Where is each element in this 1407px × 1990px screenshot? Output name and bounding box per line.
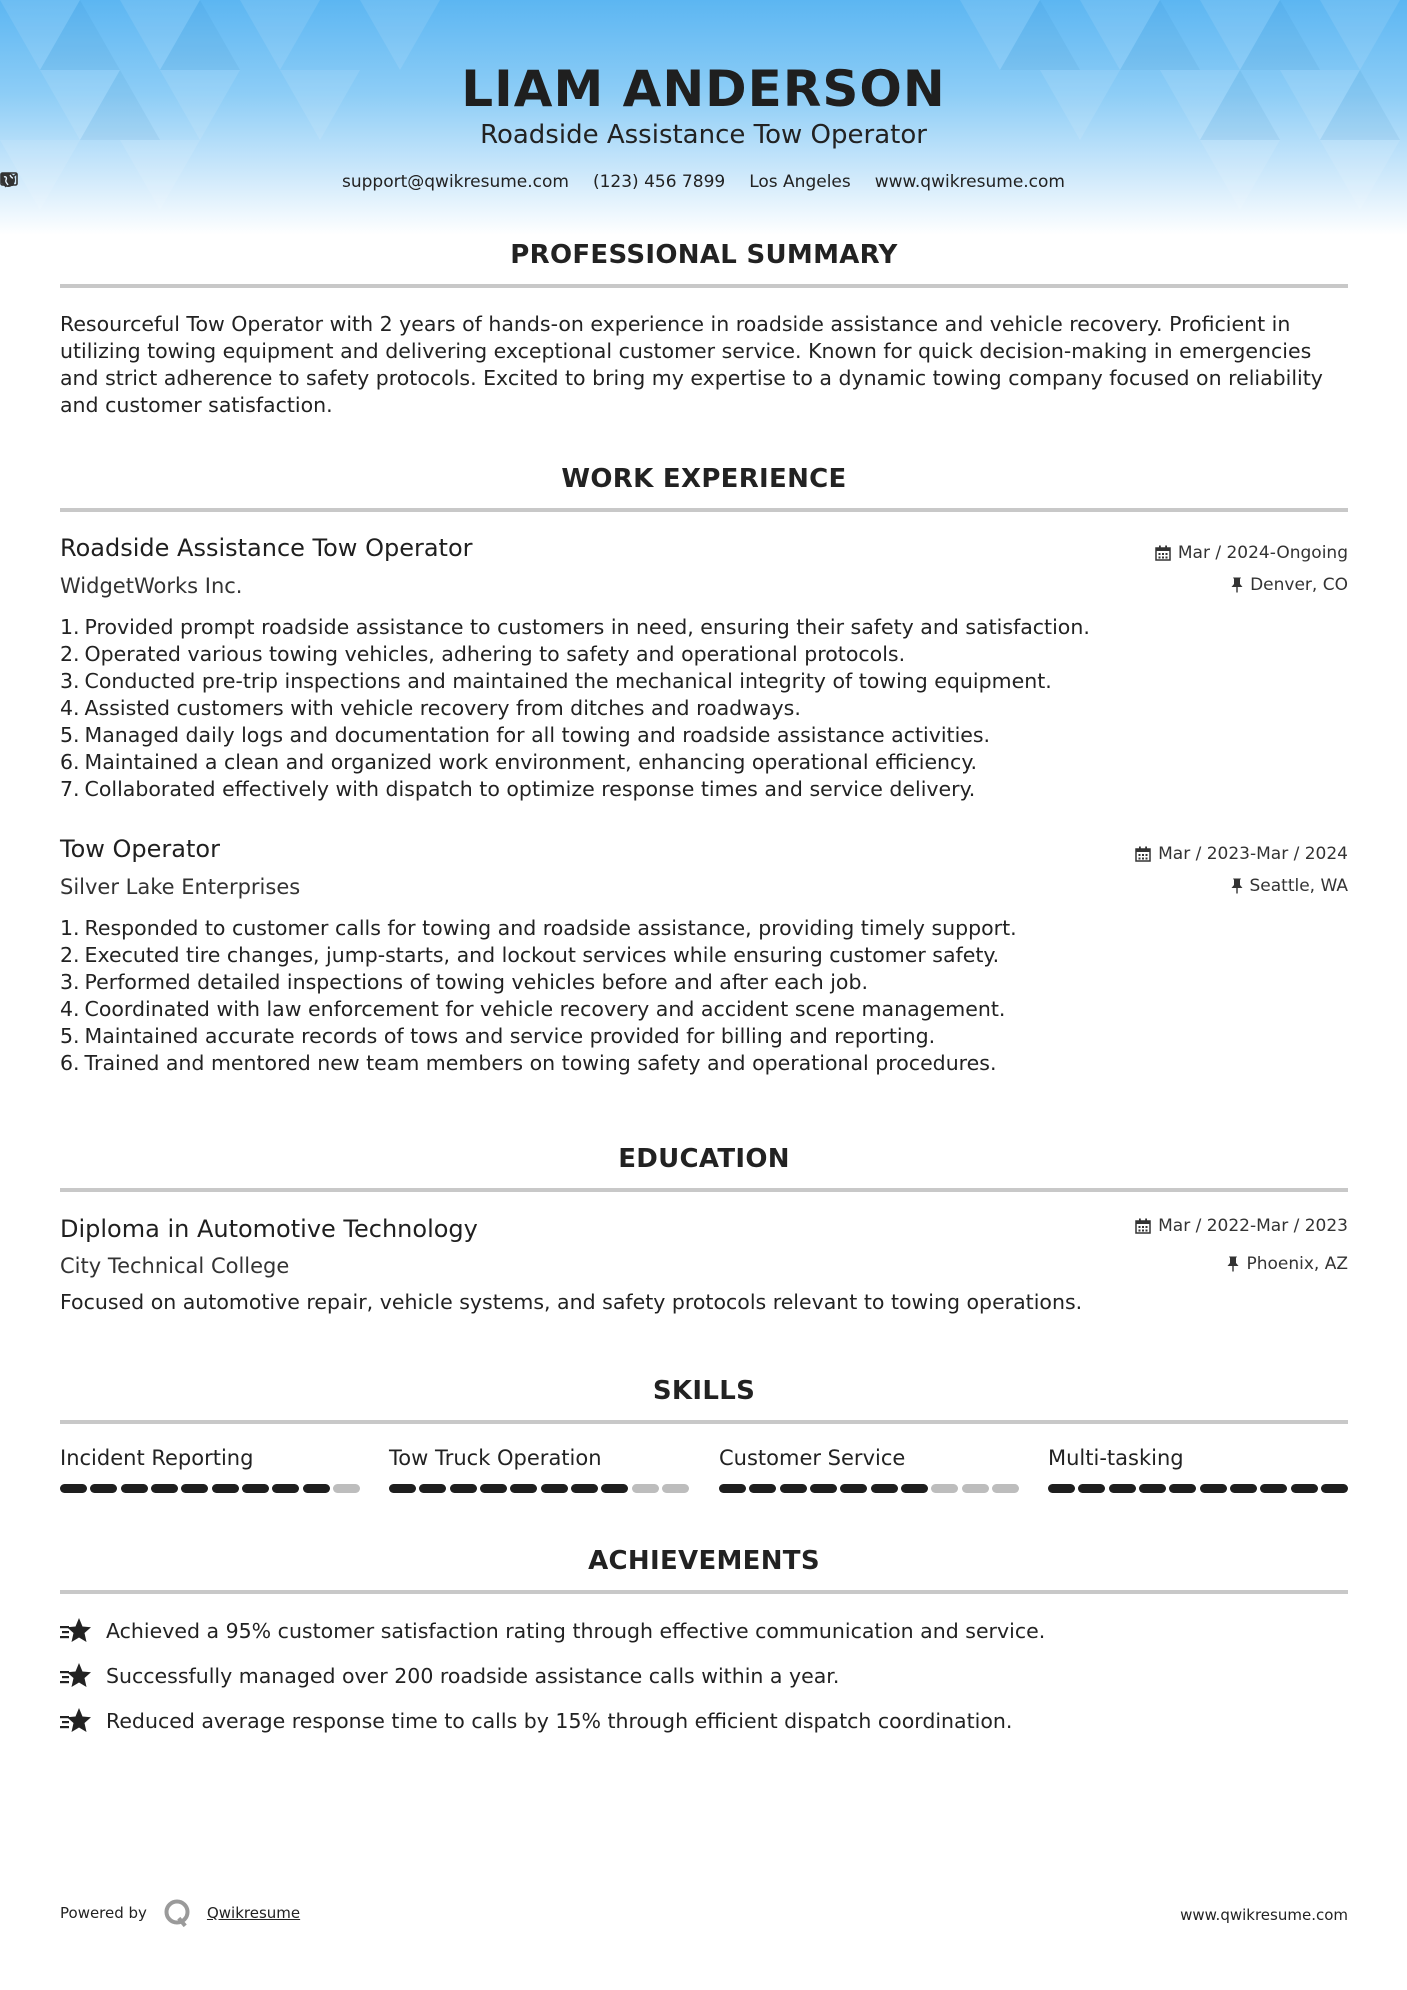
candidate-title: Roadside Assistance Tow Operator [480,120,927,150]
footer-powered-by [60,1898,300,1928]
job-title: Tow Operator [60,835,220,863]
company-name: Silver Lake Enterprises [60,875,301,899]
skill-dot-empty [992,1484,1019,1493]
job-title: Roadside Assistance Tow Operator [60,534,473,562]
skill-dot-empty [333,1484,360,1493]
list-item: 5. Maintained accurate records of tows and service provided for billing and reporting. [60,1024,936,1048]
calendar-icon [1155,545,1171,561]
skill-dot-filled [871,1484,898,1493]
achievement-text: Reduced average response time to calls by 15% through efficient dispatch coordination. [106,1709,1013,1733]
achievement-text: Achieved a 95% customer satisfaction rating through effective communication and service. [106,1619,1046,1643]
skill-dot-filled [1139,1484,1166,1493]
summary-divider [60,284,1348,288]
skill-dot-filled [1291,1484,1318,1493]
skill-item [60,1446,360,1493]
skill-dot-filled [212,1484,239,1493]
skills-heading: SKILLS [652,1376,756,1406]
education-dates-text: Mar / 2022-Mar / 2023 [1158,1216,1348,1236]
globe-icon [0,172,16,188]
skill-dot-filled [1321,1484,1348,1493]
list-item: 7. Collaborated effectively with dispatch to optimize response times and service delivery. [60,777,976,801]
skill-dot-filled [450,1484,477,1493]
star-icon [60,1662,92,1690]
skill-name: Incident Reporting [60,1446,254,1470]
skill-dot-filled [1260,1484,1287,1493]
experience-divider [60,508,1348,512]
skill-item [389,1446,689,1493]
job-location [1231,876,1349,896]
pushpin-icon [1227,1256,1239,1272]
skill-item [1048,1446,1348,1493]
skill-level-meter [389,1484,689,1493]
skill-dot-empty [962,1484,989,1493]
achievement-item [60,1617,1045,1645]
skill-dot-filled [571,1484,598,1493]
achievement-item [60,1707,1012,1735]
achievement-item [60,1662,839,1690]
skill-dot-filled [840,1484,867,1493]
pushpin-icon [1231,878,1243,894]
powered-by-label: Powered by [60,1904,147,1922]
skill-dot-filled [1048,1484,1075,1493]
skills-divider [60,1420,1348,1424]
job-bullets [60,915,1360,1077]
list-item: 4. Assisted customers with vehicle recovery from ditches and roadways. [60,696,801,720]
calendar-icon [1135,846,1151,862]
skill-name: Multi-tasking [1048,1446,1184,1470]
achievements-divider [60,1590,1348,1594]
skill-dot-filled [510,1484,537,1493]
job-dates [1135,844,1348,864]
contact-website[interactable] [875,172,1065,192]
experience-heading: WORK EXPERIENCE [561,464,847,494]
skill-name: Tow Truck Operation [389,1446,602,1470]
skill-dot-filled [749,1484,776,1493]
skill-dot-filled [272,1484,299,1493]
star-icon [60,1617,92,1645]
education-divider [60,1188,1348,1192]
email-text: support@qwikresume.com [342,172,569,192]
job-dates-text: Mar / 2023-Mar / 2024 [1158,844,1348,864]
job-bullets [60,614,1360,803]
education-description: Focused on automotive repair, vehicle systems, and safety protocols relevant to towing operations. [60,1290,1083,1314]
job-location [1231,575,1348,595]
skill-dot-filled [1109,1484,1136,1493]
location-text: Los Angeles [749,172,851,192]
skill-level-meter [60,1484,360,1493]
skill-dot-filled [60,1484,87,1493]
list-item: 1. Responded to customer calls for towing and roadside assistance, providing timely support. [60,916,1017,940]
school-name: City Technical College [60,1254,290,1278]
skill-dot-empty [662,1484,689,1493]
list-item: 4. Coordinated with law enforcement for vehicle recovery and accident scene management. [60,997,1006,1021]
job-dates [1155,543,1348,563]
contact-phone[interactable] [593,172,725,192]
list-item: 3. Conducted pre-trip inspections and maintained the mechanical integrity of towing equipment. [60,669,1052,693]
contact-email[interactable] [342,172,569,192]
list-item: 2. Operated various towing vehicles, adhering to safety and operational protocols. [60,642,906,666]
qwikresume-logo-icon [163,1898,193,1928]
list-item: 1. Provided prompt roadside assistance to customers in need, ensuring their safety and satisfaction. [60,615,1090,639]
list-item: 5. Managed daily logs and documentation for all towing and roadside assistance activities. [60,723,991,747]
skill-dot-filled [90,1484,117,1493]
skill-dot-filled [480,1484,507,1493]
skill-dot-filled [389,1484,416,1493]
footer-website[interactable]: www.qwikresume.com [1180,1906,1348,1924]
phone-text: (123) 456 7899 [592,172,726,192]
skill-dot-filled [419,1484,446,1493]
education-location [1227,1254,1348,1274]
skill-dot-filled [541,1484,568,1493]
skill-item [719,1446,1019,1493]
skill-name: Customer Service [719,1446,906,1470]
list-item: 3. Performed detailed inspections of towing vehicles before and after each job. [60,970,868,994]
education-location-text: Phoenix, AZ [1246,1254,1348,1274]
skill-level-meter [1048,1484,1348,1493]
skill-dot-empty [632,1484,659,1493]
education-heading: EDUCATION [618,1144,790,1174]
header-banner [0,0,1407,235]
skill-dot-filled [151,1484,178,1493]
achievement-text: Successfully managed over 200 roadside assistance calls within a year. [106,1664,840,1688]
job-location-text: Denver, CO [1250,575,1348,595]
skill-dot-filled [780,1484,807,1493]
skill-dot-filled [303,1484,330,1493]
skill-dot-filled [601,1484,628,1493]
job-dates-text: Mar / 2024-Ongoing [1177,543,1348,563]
contact-bar [0,172,1407,192]
skill-dot-filled [1230,1484,1257,1493]
candidate-name: LIAM ANDERSON [461,60,946,118]
website-text: www.qwikresume.com [874,172,1065,192]
skill-dot-filled [181,1484,208,1493]
achievements-heading: ACHIEVEMENTS [588,1546,820,1576]
list-item: 6. Maintained a clean and organized work environment, enhancing operational efficiency. [60,750,978,774]
pushpin-icon [1231,577,1243,593]
contact-location [749,172,851,192]
job-location-text: Seattle, WA [1249,876,1348,896]
skill-dot-filled [1169,1484,1196,1493]
list-item: 6. Trained and mentored new team members on towing safety and operational procedures. [60,1051,997,1075]
star-icon [60,1707,92,1735]
skill-dot-filled [242,1484,269,1493]
skill-dot-filled [719,1484,746,1493]
skill-dot-filled [1200,1484,1227,1493]
skill-dot-filled [901,1484,928,1493]
skill-dot-filled [1078,1484,1105,1493]
education-dates [1135,1216,1348,1236]
qwikresume-link[interactable]: Qwikresume [206,1904,301,1922]
skill-level-meter [719,1484,1019,1493]
skill-dot-empty [931,1484,958,1493]
summary-text: Resourceful Tow Operator with 2 years of hands-on experience in roadside assistance and vehicle recovery. Proficient in utilizing towing equipment and delivering exceptional customer service. Known for quick decision-making in emergencies and strict adherence to safety protocols. Excited to bring my expertise to a dynamic towing company focused on reliability and customer satisfaction. [60,312,1323,417]
summary-heading: PROFESSIONAL SUMMARY [510,240,898,270]
list-item: 2. Executed tire changes, jump-starts, and lockout services while ensuring customer safety. [60,943,1000,967]
degree-title: Diploma in Automotive Technology [60,1215,478,1243]
calendar-icon [1135,1218,1151,1234]
skill-dot-filled [810,1484,837,1493]
company-name: WidgetWorks Inc. [60,574,243,598]
skill-dot-filled [121,1484,148,1493]
